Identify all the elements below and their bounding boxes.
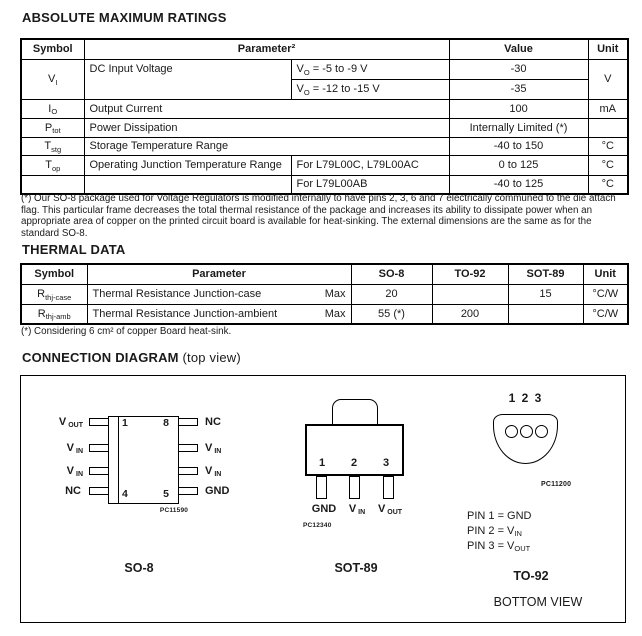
abs-max-ratings-title: ABSOLUTE MAXIMUM RATINGS xyxy=(22,10,227,25)
sot89-pin3-lead xyxy=(383,476,394,499)
table-row xyxy=(21,59,628,79)
abs-max-ratings-table xyxy=(20,38,629,195)
symbol-tstg: $T_{stg}$ xyxy=(21,137,84,155)
unit-amb: °C/W xyxy=(583,304,628,324)
to92-bottom-view-label: BOTTOM VIEW xyxy=(493,595,583,609)
symbol-io: $I_O$ xyxy=(21,99,84,118)
so8-drawing-code: PC11590 xyxy=(159,507,189,514)
unit-io: mA xyxy=(588,99,628,118)
header-symbol: Symbol xyxy=(21,264,87,284)
table-header-row xyxy=(21,264,628,284)
header-parameter: Parameter² xyxy=(84,39,449,59)
sot89-pin-number-1: 1 xyxy=(318,457,326,469)
connection-diagram-box xyxy=(20,375,626,623)
sot89-label-vin: VIN xyxy=(348,503,366,516)
so8-pin5-lead xyxy=(178,487,198,495)
param-empty xyxy=(84,175,291,194)
param-storage-temp: Storage Temperature Range xyxy=(84,137,449,155)
to92-pin-numbers: 1 2 3 xyxy=(508,391,542,405)
cond-l79l00c: For L79L00C, L79L00AC xyxy=(291,155,449,175)
so8-pin7-lead xyxy=(178,444,198,452)
value-tstg: -40 to 150 xyxy=(449,137,588,155)
table-row xyxy=(21,284,628,304)
param-dc-input-voltage: DC Input Voltage xyxy=(84,59,291,99)
so8-inner-edge-line xyxy=(118,417,119,503)
so8-label-vin-6: VIN xyxy=(205,465,222,478)
so8-pin-number-4: 4 xyxy=(122,488,128,500)
so8-pin2-lead xyxy=(89,444,109,452)
sot89-drawing-code: PC12340 xyxy=(303,522,332,529)
so8-pin6-lead xyxy=(178,467,198,475)
value-top-2: -40 to 125 xyxy=(449,175,588,194)
so8-pin3-lead xyxy=(89,467,109,475)
unit-top-2: °C xyxy=(588,175,628,194)
value-amb-to92: 200 xyxy=(432,304,508,324)
symbol-empty xyxy=(21,175,84,194)
table-row xyxy=(21,137,628,155)
sot89-pin-number-3: 3 xyxy=(382,457,390,469)
so8-pin-number-5: 5 xyxy=(163,488,169,500)
thermal-footnote: (*) Considering 6 cm² of copper Board heat-sink. xyxy=(21,326,232,337)
table-row xyxy=(21,304,628,324)
header-symbol: Symbol xyxy=(21,39,84,59)
to92-package-label: TO-92 xyxy=(513,569,549,583)
sot89-package-label: SOT-89 xyxy=(334,561,378,575)
to92-drawing-code: PC11200 xyxy=(541,481,572,488)
cond-l79l00ab: For L79L00AB xyxy=(291,175,449,194)
thermal-data-title: THERMAL DATA xyxy=(22,242,126,257)
header-sot89: SOT-89 xyxy=(508,264,583,284)
symbol-vi: $V_I$ xyxy=(21,59,84,99)
sot89-pin2-lead xyxy=(349,476,360,499)
unit-ptot xyxy=(588,118,628,137)
unit-vi: V xyxy=(588,59,628,99)
to92-pin2-definition: PIN 2 = VIN xyxy=(467,525,522,538)
header-unit: Unit xyxy=(588,39,628,59)
sot89-label-gnd: GND xyxy=(311,503,337,515)
so8-pin1-lead xyxy=(89,418,109,426)
value-amb-so8: 55 (*) xyxy=(351,304,432,324)
thermal-data-table xyxy=(20,263,629,325)
param-junction-case: Thermal Resistance Junction-case Max xyxy=(87,284,351,304)
so8-label-nc-8: NC xyxy=(205,416,221,428)
symbol-ptot: $P_{tot}$ xyxy=(21,118,84,137)
sot89-pin1-lead xyxy=(316,476,327,499)
to92-pin2-hole xyxy=(520,425,533,438)
abs-footnote: (*) Our SO-8 package used for Voltage Regulators is modified internally to have pins 2, 3, 6 and 7 electrically communed to the die attach flag. This particular frame decreases the total thermal resistance of the package and increases its ability to dissipate power when an appropriate area of copper on the printed circuit board is available for heat-sinking. The external dimensions are the same as for the standard SO-8. xyxy=(21,193,616,239)
so8-label-vout: VOUT xyxy=(58,416,83,429)
symbol-top: $T_{op}$ xyxy=(21,155,84,175)
header-so8: SO-8 xyxy=(351,264,432,284)
value-ptot: Internally Limited (*) xyxy=(449,118,588,137)
param-junction-ambient: Thermal Resistance Junction-ambient Max xyxy=(87,304,351,324)
to92-pin-definitions xyxy=(467,509,532,554)
header-unit: Unit xyxy=(583,264,628,284)
param-power-dissipation: Power Dissipation xyxy=(84,118,449,137)
so8-package-label: SO-8 xyxy=(124,561,154,575)
header-parameter: Parameter xyxy=(87,264,351,284)
sot89-label-vout: VOUT xyxy=(377,503,403,516)
value-case-so8: 20 xyxy=(351,284,432,304)
table-header-row xyxy=(21,39,628,59)
symbol-rthj-amb: $R_{thj-amb}$ xyxy=(21,304,87,324)
value-case-to92 xyxy=(432,284,508,304)
header-value: Value xyxy=(449,39,588,59)
param-output-current: Output Current xyxy=(84,99,449,118)
so8-label-nc-4: NC xyxy=(65,485,81,497)
table-row xyxy=(21,99,628,118)
table-row xyxy=(21,155,628,175)
so8-label-vin-2: VIN xyxy=(66,442,83,455)
to92-pin1-definition: PIN 1 = GND xyxy=(467,510,532,522)
header-to92: TO-92 xyxy=(432,264,508,284)
value-vi-2: -35 xyxy=(449,79,588,99)
unit-tstg: °C xyxy=(588,137,628,155)
value-case-sot89: 15 xyxy=(508,284,583,304)
param-operating-junction-temp: Operating Junction Temperature Range xyxy=(84,155,291,175)
so8-pin-number-8: 8 xyxy=(163,417,169,429)
to92-pin1-hole xyxy=(505,425,518,438)
so8-pin4-lead xyxy=(89,487,109,495)
unit-top-1: °C xyxy=(588,155,628,175)
so8-pin-number-1: 1 xyxy=(122,417,128,429)
value-io: 100 xyxy=(449,99,588,118)
cond-vo-5-9: $V_O = -5$ to -9 V xyxy=(291,59,449,79)
symbol-rthj-case: $R_{thj-case}$ xyxy=(21,284,87,304)
table-row xyxy=(21,175,628,194)
unit-case: °C/W xyxy=(583,284,628,304)
value-vi-1: -30 xyxy=(449,59,588,79)
so8-label-gnd-5: GND xyxy=(205,485,230,497)
value-top-1: 0 to 125 xyxy=(449,155,588,175)
value-amb-sot89 xyxy=(508,304,583,324)
so8-label-vin-3: VIN xyxy=(66,465,83,478)
cond-vo-12-15: $V_O = -12$ to -15 V xyxy=(291,79,449,99)
to92-pin3-hole xyxy=(535,425,548,438)
so8-pin8-lead xyxy=(178,418,198,426)
table-row xyxy=(21,118,628,137)
to92-package-outline xyxy=(493,414,558,464)
connection-diagram-title: CONNECTION DIAGRAM (top view) xyxy=(22,350,241,365)
so8-label-vin-7: VIN xyxy=(205,442,222,455)
sot89-pin-number-2: 2 xyxy=(350,457,358,469)
to92-pin3-definition: PIN 3 = VOUT xyxy=(467,540,531,553)
